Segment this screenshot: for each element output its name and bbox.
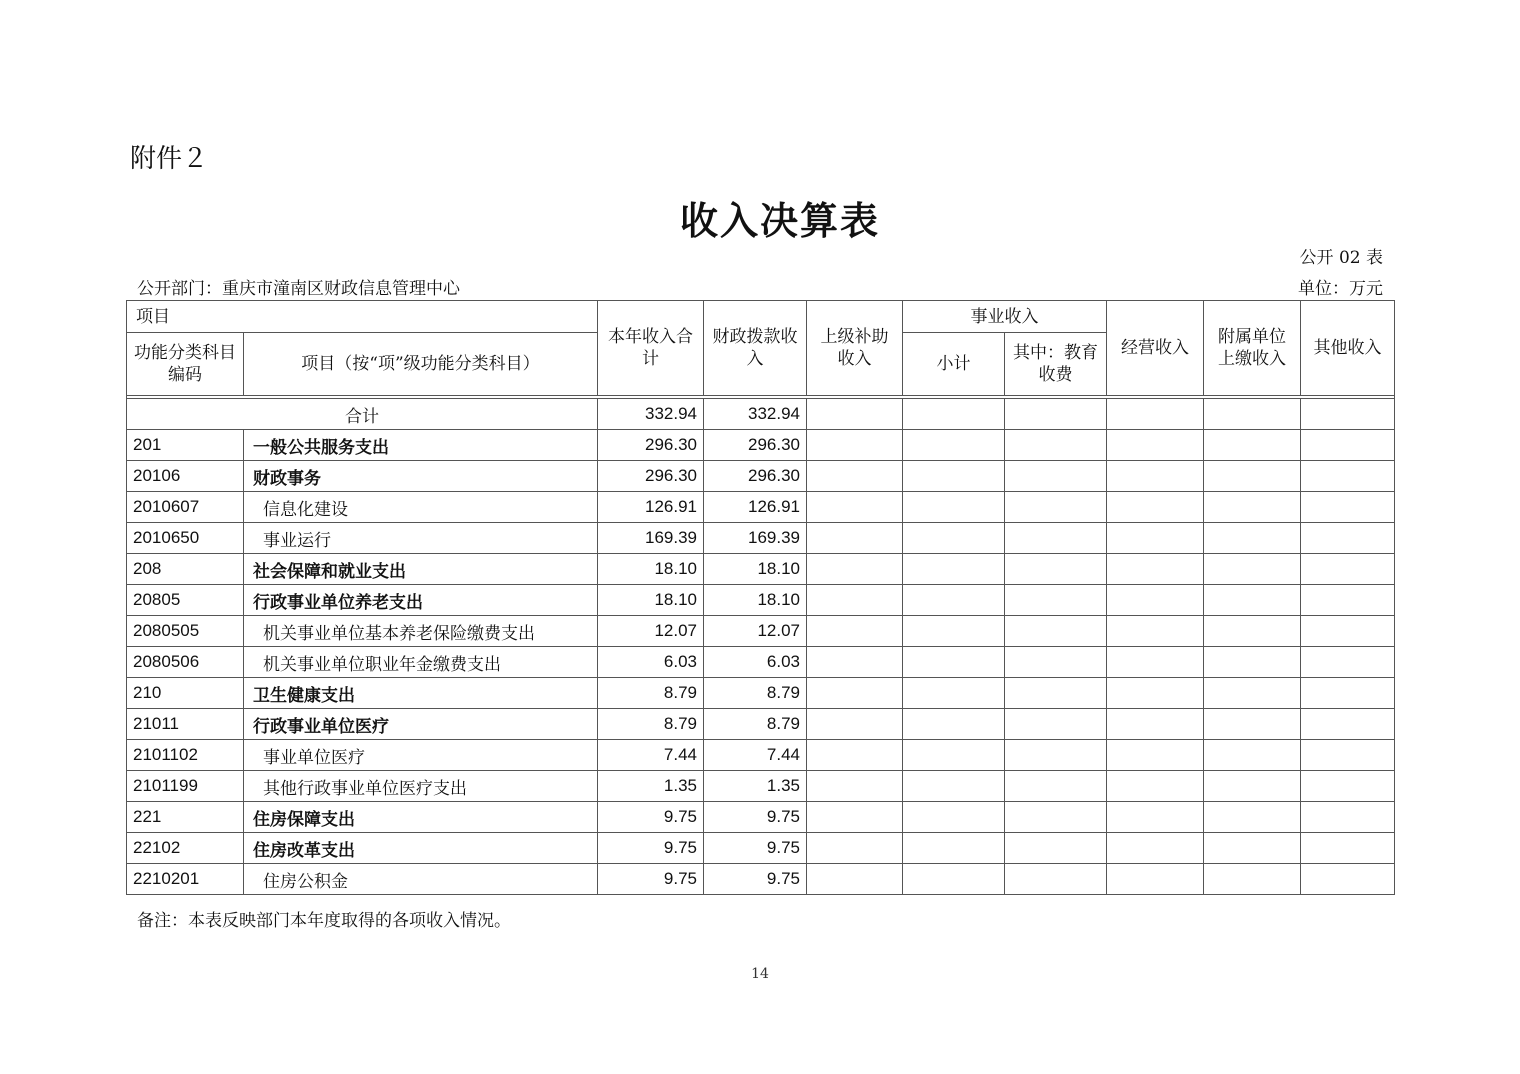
row-total-income: 8.79 [598, 709, 704, 740]
empty-cell [807, 802, 903, 833]
row-name: 机关事业单位基本养老保险缴费支出 [244, 616, 598, 647]
row-total-income: 126.91 [598, 492, 704, 523]
empty-cell [1204, 585, 1301, 616]
row-fiscal-appropriation: 6.03 [704, 647, 807, 678]
row-total-income: 296.30 [598, 461, 704, 492]
empty-cell [1204, 616, 1301, 647]
empty-cell [1005, 771, 1107, 802]
empty-cell [1107, 430, 1204, 461]
empty-cell [1005, 833, 1107, 864]
row-code: 2080506 [127, 647, 244, 678]
row-total-income: 8.79 [598, 678, 704, 709]
empty-cell [1005, 709, 1107, 740]
empty-cell [1107, 616, 1204, 647]
row-total-income: 1.35 [598, 771, 704, 802]
empty-cell [1301, 585, 1395, 616]
row-name: 一般公共服务支出 [244, 430, 598, 461]
row-name: 行政事业单位医疗 [244, 709, 598, 740]
empty-cell [807, 492, 903, 523]
empty-cell [1005, 523, 1107, 554]
header-operating-income: 经营收入 [1107, 301, 1204, 396]
empty-cell [807, 678, 903, 709]
row-fiscal-appropriation: 18.10 [704, 585, 807, 616]
row-fiscal-appropriation: 7.44 [704, 740, 807, 771]
empty-cell [1107, 647, 1204, 678]
empty-cell [1005, 678, 1107, 709]
empty-cell [1107, 585, 1204, 616]
empty-cell [1301, 833, 1395, 864]
row-name: 事业单位医疗 [244, 740, 598, 771]
empty-cell [903, 461, 1005, 492]
empty-cell [807, 554, 903, 585]
empty-cell [1204, 492, 1301, 523]
header-affiliated-income: 附属单位上缴收入 [1204, 301, 1301, 396]
row-fiscal-appropriation: 8.79 [704, 678, 807, 709]
header-subtotal: 小计 [903, 333, 1005, 396]
empty-cell [1301, 647, 1395, 678]
empty-cell [903, 833, 1005, 864]
table-row [127, 740, 1395, 771]
row-name: 信息化建设 [244, 492, 598, 523]
table-number: 公开 02 表 [1299, 248, 1383, 268]
row-name: 行政事业单位养老支出 [244, 585, 598, 616]
row-total-income: 12.07 [598, 616, 704, 647]
header-total-income: 本年收入合计 [598, 301, 704, 396]
footnote: 备注：本表反映部门本年度取得的各项收入情况。 [137, 911, 511, 931]
empty-cell [807, 616, 903, 647]
header-other-income: 其他收入 [1301, 301, 1395, 396]
table-row [127, 833, 1395, 864]
row-fiscal-appropriation: 9.75 [704, 802, 807, 833]
empty-cell [1301, 802, 1395, 833]
empty-cell [807, 647, 903, 678]
empty-cell [807, 523, 903, 554]
row-code: 2101199 [127, 771, 244, 802]
row-name: 事业运行 [244, 523, 598, 554]
table-row [127, 771, 1395, 802]
empty-cell [1204, 678, 1301, 709]
empty-cell [1204, 461, 1301, 492]
row-code: 210 [127, 678, 244, 709]
row-code: 2010650 [127, 523, 244, 554]
empty-cell [1005, 585, 1107, 616]
empty-cell [807, 833, 903, 864]
row-total-income: 9.75 [598, 833, 704, 864]
empty-cell [1005, 802, 1107, 833]
page-title: 收入决算表 [679, 198, 880, 243]
table-row [127, 492, 1395, 523]
row-fiscal-appropriation: 1.35 [704, 771, 807, 802]
empty-cell [807, 740, 903, 771]
empty-cell [903, 709, 1005, 740]
row-code: 22102 [127, 833, 244, 864]
empty-cell [1107, 740, 1204, 771]
table-row [127, 554, 1395, 585]
row-fiscal-appropriation: 296.30 [704, 430, 807, 461]
row-name: 其他行政事业单位医疗支出 [244, 771, 598, 802]
empty-cell [903, 678, 1005, 709]
row-fiscal-appropriation: 296.30 [704, 461, 807, 492]
header-superior-subsidy: 上级补助收入 [807, 301, 903, 396]
empty-cell [807, 585, 903, 616]
table-row [127, 461, 1395, 492]
empty-cell [1204, 554, 1301, 585]
table-row [127, 523, 1395, 554]
empty-cell [1005, 492, 1107, 523]
header-education-fee: 其中：教育收费 [1005, 333, 1107, 396]
table-row [127, 616, 1395, 647]
department-label: 公开部门：重庆市潼南区财政信息管理中心 [137, 279, 460, 299]
row-code: 221 [127, 802, 244, 833]
total-label: 合计 [127, 399, 598, 430]
empty-cell [1005, 740, 1107, 771]
page-number: 14 [751, 966, 769, 982]
table-row [127, 802, 1395, 833]
empty-cell [903, 616, 1005, 647]
empty-cell [1301, 709, 1395, 740]
row-name: 社会保障和就业支出 [244, 554, 598, 585]
empty-cell [1204, 709, 1301, 740]
row-code: 201 [127, 430, 244, 461]
table-row [127, 585, 1395, 616]
row-name: 住房保障支出 [244, 802, 598, 833]
row-total-income: 6.03 [598, 647, 704, 678]
empty-cell [903, 523, 1005, 554]
empty-cell [1107, 833, 1204, 864]
row-name: 财政事务 [244, 461, 598, 492]
empty-cell [1204, 864, 1301, 895]
empty-cell [903, 802, 1005, 833]
empty-cell [903, 740, 1005, 771]
empty-cell [1301, 554, 1395, 585]
empty-cell [1204, 833, 1301, 864]
row-name: 机关事业单位职业年金缴费支出 [244, 647, 598, 678]
empty-cell [903, 492, 1005, 523]
row-total-income: 169.39 [598, 523, 704, 554]
empty-cell [1301, 616, 1395, 647]
row-total-income: 296.30 [598, 430, 704, 461]
empty-cell [807, 771, 903, 802]
unit-label: 单位：万元 [1298, 279, 1383, 299]
row-fiscal-appropriation: 169.39 [704, 523, 807, 554]
empty-cell [807, 709, 903, 740]
row-fiscal-appropriation: 12.07 [704, 616, 807, 647]
total-income-value: 332.94 [598, 399, 704, 430]
empty-cell [1204, 430, 1301, 461]
table-row [127, 709, 1395, 740]
row-total-income: 9.75 [598, 802, 704, 833]
income-table [126, 300, 1395, 895]
row-code: 20106 [127, 461, 244, 492]
total-row [127, 399, 1395, 430]
empty-cell [1005, 430, 1107, 461]
empty-cell [807, 430, 903, 461]
row-name: 住房公积金 [244, 864, 598, 895]
empty-cell [1204, 523, 1301, 554]
table-row [127, 430, 1395, 461]
empty-cell [1005, 616, 1107, 647]
empty-cell [903, 554, 1005, 585]
empty-cell [1301, 492, 1395, 523]
empty-cell [1204, 802, 1301, 833]
empty-cell [1107, 492, 1204, 523]
empty-cell [1301, 678, 1395, 709]
row-total-income: 18.10 [598, 554, 704, 585]
empty-cell [1301, 771, 1395, 802]
empty-cell [1301, 864, 1395, 895]
attachment-label: 附件２ [130, 143, 209, 173]
header-code: 功能分类科目编码 [127, 333, 244, 396]
empty-cell [1005, 554, 1107, 585]
row-code: 208 [127, 554, 244, 585]
empty-cell [807, 461, 903, 492]
header-business-income: 事业收入 [903, 301, 1107, 333]
row-code: 2101102 [127, 740, 244, 771]
row-name: 住房改革支出 [244, 833, 598, 864]
row-code: 2080505 [127, 616, 244, 647]
header-fiscal-appropriation: 财政拨款收入 [704, 301, 807, 396]
row-fiscal-appropriation: 18.10 [704, 554, 807, 585]
header-project: 项目 [127, 301, 598, 333]
empty-cell [807, 864, 903, 895]
empty-cell [1107, 461, 1204, 492]
empty-cell [1107, 678, 1204, 709]
empty-cell [1005, 461, 1107, 492]
empty-cell [1301, 740, 1395, 771]
empty-cell [1107, 523, 1204, 554]
empty-cell [1204, 771, 1301, 802]
header-item: 项目（按“项”级功能分类科目） [244, 333, 598, 396]
empty-cell [1107, 554, 1204, 585]
table-row [127, 864, 1395, 895]
total-fiscal-value: 332.94 [704, 399, 807, 430]
row-fiscal-appropriation: 9.75 [704, 833, 807, 864]
empty-cell [1107, 709, 1204, 740]
row-code: 20805 [127, 585, 244, 616]
empty-cell [1301, 430, 1395, 461]
table-row [127, 647, 1395, 678]
row-fiscal-appropriation: 8.79 [704, 709, 807, 740]
row-name: 卫生健康支出 [244, 678, 598, 709]
empty-cell [903, 585, 1005, 616]
empty-cell [903, 771, 1005, 802]
row-fiscal-appropriation: 126.91 [704, 492, 807, 523]
row-code: 21011 [127, 709, 244, 740]
empty-cell [1301, 523, 1395, 554]
empty-cell [903, 864, 1005, 895]
row-total-income: 18.10 [598, 585, 704, 616]
empty-cell [1204, 740, 1301, 771]
empty-cell [903, 647, 1005, 678]
empty-cell [1107, 771, 1204, 802]
empty-cell [1005, 864, 1107, 895]
empty-cell [1005, 647, 1107, 678]
row-total-income: 7.44 [598, 740, 704, 771]
empty-cell [903, 430, 1005, 461]
empty-cell [1107, 864, 1204, 895]
empty-cell [1301, 461, 1395, 492]
table-row [127, 678, 1395, 709]
row-fiscal-appropriation: 9.75 [704, 864, 807, 895]
empty-cell [1107, 802, 1204, 833]
row-code: 2210201 [127, 864, 244, 895]
empty-cell [1204, 647, 1301, 678]
row-total-income: 9.75 [598, 864, 704, 895]
row-code: 2010607 [127, 492, 244, 523]
